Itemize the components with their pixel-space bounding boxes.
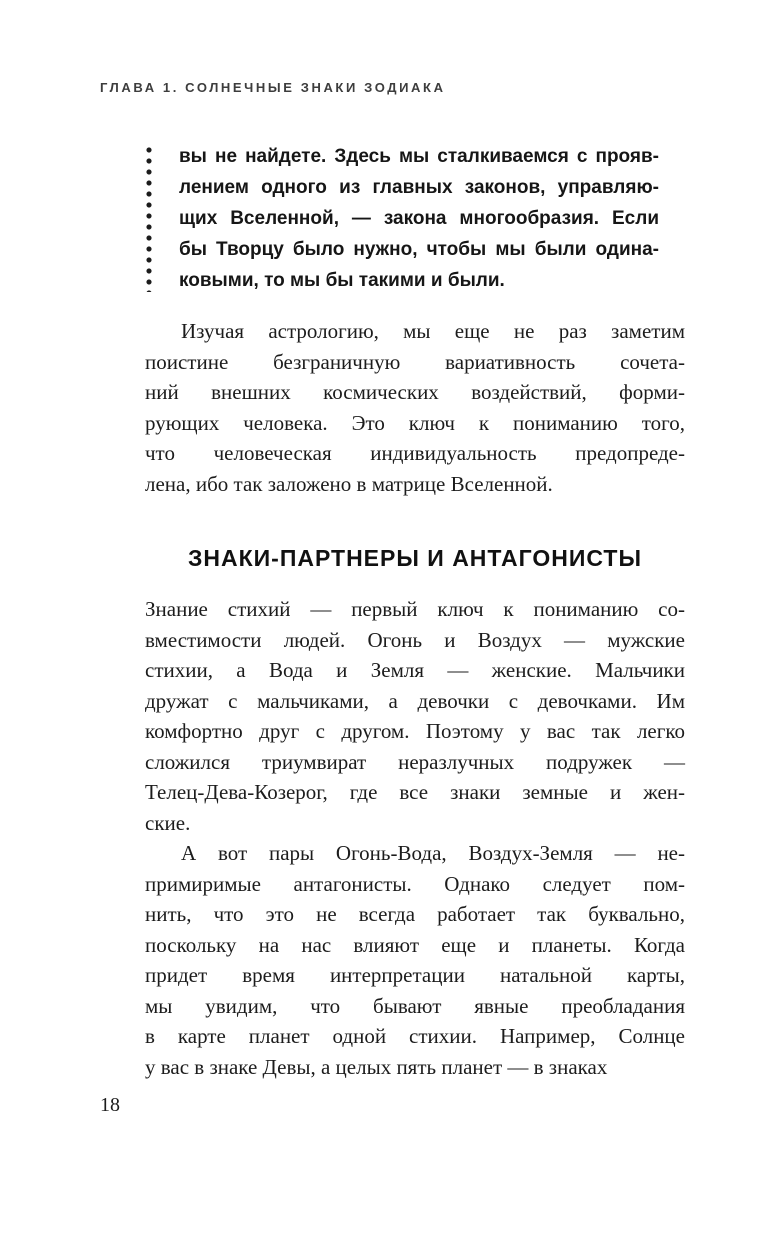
- text-line: вы не найдете. Здесь мы сталкиваемся с прояв-: [179, 146, 659, 167]
- page-number: 18: [100, 1094, 120, 1116]
- text-line: Изучая астрологию, мы еще не раз заметим: [181, 319, 685, 343]
- body-text: [145, 594, 685, 1082]
- text-line: что человеческая индивидуальность предопреде-: [145, 441, 685, 465]
- text-line: Знание стихий — первый ключ к пониманию со-: [145, 597, 685, 621]
- text-line: поскольку на нас влияют еще и планеты. Когда: [145, 932, 685, 957]
- body-paragraph-1: [145, 316, 685, 499]
- text-line: у вас в знаке Девы, а целых пять планет — в знаках: [145, 1054, 608, 1079]
- text-line: лена, ибо так заложено в матрице Вселенной.: [145, 471, 553, 496]
- quote-block: [145, 141, 685, 296]
- chapter-header: ГЛАВА 1. СОЛНЕЧНЫЕ ЗНАКИ ЗОДИАКА: [100, 80, 446, 95]
- text-line: в карте планет одной стихии. Например, Солнце: [145, 1024, 685, 1048]
- text-line: лением одного из главных законов, управляю-: [179, 177, 659, 198]
- body-paragraph-3: [145, 838, 685, 1082]
- text-line: поистине безграничную вариативность сочета-: [145, 349, 685, 374]
- text-line: придет время интерпретации натальной карты,: [145, 963, 685, 987]
- text-line: ковыми, то мы бы такими и были.: [179, 270, 505, 291]
- text-line: сложился триумвират неразлучных подружек —: [145, 749, 685, 774]
- body-paragraph-2: [145, 594, 685, 838]
- text-line: Телец-Дева-Козерог, где все знаки земные и жен-: [145, 780, 685, 804]
- text-line: стихии, а Вода и Земля — женские. Мальчики: [145, 658, 685, 682]
- text-line: щих Вселенной, — закона многообразия. Если: [179, 208, 659, 229]
- text-line: дружат с мальчиками, а девочки с девочками. Им: [145, 688, 685, 713]
- text-line: бы Творцу было нужно, чтобы мы были одина-: [179, 239, 659, 260]
- text-line: мы увидим, что бывают явные преобладания: [145, 993, 685, 1018]
- text-line: рующих человека. Это ключ к пониманию того,: [145, 410, 685, 435]
- section-heading: ЗНАКИ-ПАРТНЕРЫ И АНТАГОНИСТЫ: [187, 545, 642, 571]
- text-line: примиримые антагонисты. Однако следует пом-: [145, 871, 685, 896]
- text-line: ний внешних космических воздействий, форми-: [145, 380, 685, 404]
- text-line: комфортно друг с другом. Поэтому у вас так легко: [145, 719, 685, 743]
- text-line: ские.: [145, 810, 191, 835]
- text-line: А вот пары Огонь-Вода, Воздух-Земля — не-: [181, 841, 685, 865]
- text-line: вместимости людей. Огонь и Воздух — мужские: [145, 627, 685, 652]
- text-line: нить, что это не всегда работает так буквально,: [145, 902, 685, 926]
